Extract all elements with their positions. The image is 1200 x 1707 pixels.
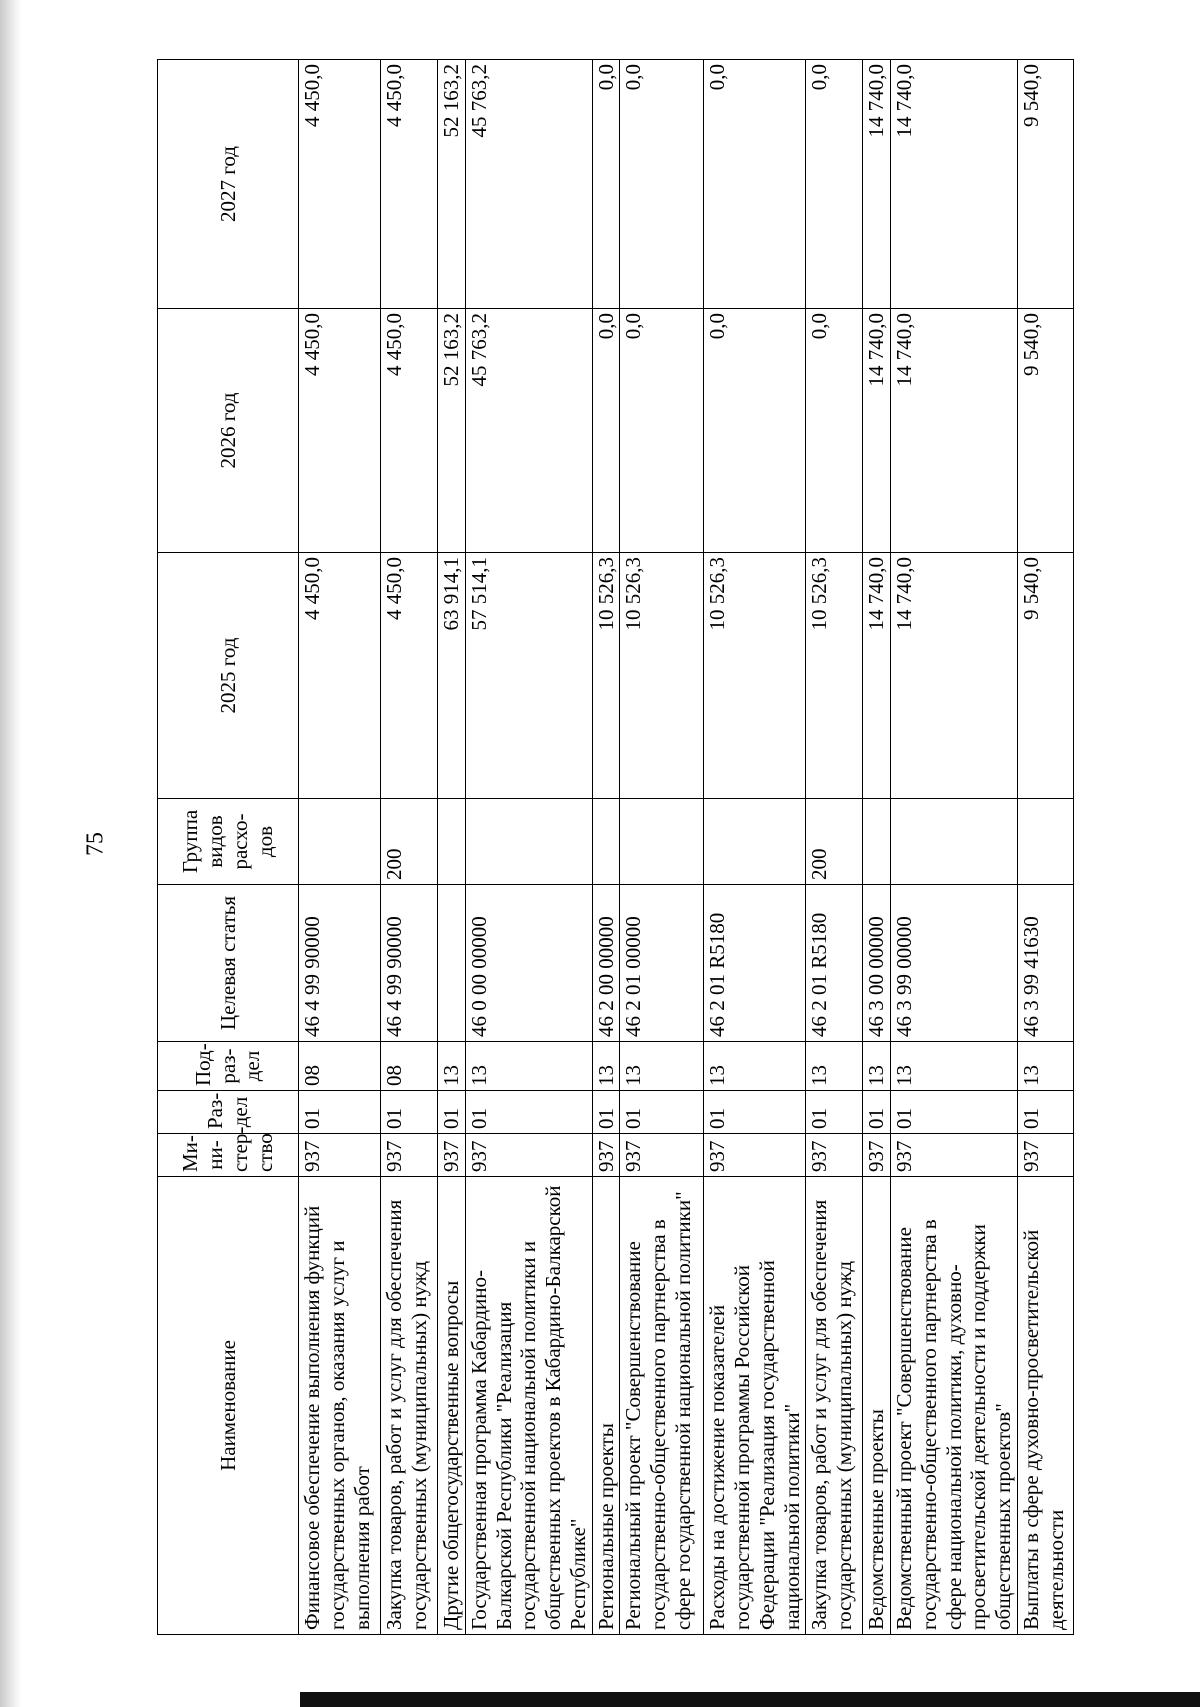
cell-expense-group: [465, 799, 592, 885]
cell-expense-group: [863, 799, 891, 885]
cell-2026: 52 163,2: [438, 309, 466, 553]
cell-2025: 4 450,0: [299, 553, 381, 799]
cell-subsection: 13: [438, 1042, 466, 1091]
cell-section: 01: [381, 1091, 438, 1134]
cell-subsection: 13: [592, 1042, 620, 1091]
cell-subsection: 13: [891, 1042, 1018, 1091]
cell-ministry: 937: [1018, 1134, 1074, 1177]
cell-2026: 14 740,0: [863, 309, 891, 553]
cell-expense-group: 200: [806, 799, 863, 885]
scan-edge-left: [0, 0, 22, 1707]
cell-ministry: 937: [465, 1134, 592, 1177]
cell-subsection: 13: [806, 1042, 863, 1091]
cell-2027: 14 740,0: [863, 60, 891, 309]
cell-name: Закупка товаров, работ и услуг для обеспечения государственных (муниципальных) нужд: [806, 1177, 863, 1635]
cell-2025: 10 526,3: [620, 553, 704, 799]
cell-expense-group: [438, 799, 466, 885]
cell-name: Закупка товаров, работ и услуг для обеспечения государственных (муниципальных) нужд: [381, 1177, 438, 1635]
cell-section: 01: [438, 1091, 466, 1134]
cell-section: 01: [592, 1091, 620, 1134]
cell-2025: 10 526,3: [704, 553, 806, 799]
cell-2027: 0,0: [806, 60, 863, 309]
cell-section: 01: [620, 1091, 704, 1134]
cell-2026: 0,0: [806, 309, 863, 553]
cell-name: Ведомственный проект "Совершенствование государственно-общественного партнерства в сфере национальной политики, духовно-просветительской деятельности и поддержки общественных проектов": [891, 1177, 1018, 1635]
cell-expense-group: [704, 799, 806, 885]
cell-2025: 9 540,0: [1018, 553, 1074, 799]
cell-expense-group: [299, 799, 381, 885]
cell-target: 46 2 01 R5180: [806, 885, 863, 1042]
cell-target: 46 2 00 00000: [592, 885, 620, 1042]
cell-2027: 45 763,2: [465, 60, 592, 309]
table-row: [863, 60, 891, 1635]
scan-edge-bottom: [300, 1692, 1200, 1707]
table-row: [299, 60, 381, 1635]
cell-name: Расходы на достижение показателей государственной программы Российской Федерации "Реализация государственной национальной политики": [704, 1177, 806, 1635]
cell-subsection: 08: [299, 1042, 381, 1091]
cell-subsection: 13: [1018, 1042, 1074, 1091]
cell-name: Ведомственные проекты: [863, 1177, 891, 1635]
cell-target: 46 2 01 R5180: [704, 885, 806, 1042]
cell-2026: 14 740,0: [891, 309, 1018, 553]
cell-subsection: 13: [620, 1042, 704, 1091]
cell-name: Государственная программа Кабардино-Балкарской Республики "Реализация государственной национальной политики и общественных проектов в Кабардино-Балкарской Республике": [465, 1177, 592, 1635]
cell-section: 01: [863, 1091, 891, 1134]
cell-target: 46 3 99 00000: [891, 885, 1018, 1042]
header-name: Наименование: [158, 1177, 299, 1635]
cell-subsection: 13: [704, 1042, 806, 1091]
table-row: [891, 60, 1018, 1635]
table-row: [1018, 60, 1074, 1635]
cell-2027: 4 450,0: [381, 60, 438, 309]
table-row: [806, 60, 863, 1635]
cell-2027: 52 163,2: [438, 60, 466, 309]
cell-2025: 14 740,0: [891, 553, 1018, 799]
cell-2027: 14 740,0: [891, 60, 1018, 309]
cell-target: 46 0 00 00000: [465, 885, 592, 1042]
cell-2026: 0,0: [704, 309, 806, 553]
cell-ministry: 937: [620, 1134, 704, 1177]
cell-name: Региональные проекты: [592, 1177, 620, 1635]
cell-2027: 0,0: [620, 60, 704, 309]
cell-section: 01: [704, 1091, 806, 1134]
budget-table: [157, 59, 1074, 1635]
cell-section: 01: [1018, 1091, 1074, 1134]
cell-2027: 0,0: [704, 60, 806, 309]
cell-expense-group: [1018, 799, 1074, 885]
cell-2026: 4 450,0: [299, 309, 381, 553]
cell-subsection: 13: [863, 1042, 891, 1091]
cell-2025: 4 450,0: [381, 553, 438, 799]
cell-ministry: 937: [299, 1134, 381, 1177]
cell-target: [438, 885, 466, 1042]
cell-target: 46 3 00 00000: [863, 885, 891, 1042]
cell-name: Финансовое обеспечение выполнения функций государственных органов, оказания услуг и выполнения работ: [299, 1177, 381, 1635]
cell-2025: 14 740,0: [863, 553, 891, 799]
cell-2026: 4 450,0: [381, 309, 438, 553]
cell-target: 46 2 01 00000: [620, 885, 704, 1042]
cell-ministry: 937: [592, 1134, 620, 1177]
cell-2027: 4 450,0: [299, 60, 381, 309]
cell-name: Региональный проект "Совершенствование государственно-общественного партнерства в сфере государственной национальной политики": [620, 1177, 704, 1635]
header-subsection: Под-раз-дел: [158, 1042, 299, 1091]
cell-target: 46 4 99 90000: [381, 885, 438, 1042]
cell-2025: 10 526,3: [806, 553, 863, 799]
cell-2026: 45 763,2: [465, 309, 592, 553]
table-header-row: [158, 60, 299, 1635]
cell-2026: 0,0: [592, 309, 620, 553]
header-expense-group: Группа видов расхо-дов: [158, 799, 299, 885]
header-2027: 2027 год: [158, 60, 299, 309]
cell-target: 46 3 99 41630: [1018, 885, 1074, 1042]
cell-expense-group: 200: [381, 799, 438, 885]
table-row: [592, 60, 620, 1635]
cell-expense-group: [620, 799, 704, 885]
header-ministry: Ми-ни-стер-ство: [158, 1134, 299, 1177]
cell-expense-group: [891, 799, 1018, 885]
page-number-text: 75: [82, 832, 109, 856]
cell-ministry: 937: [381, 1134, 438, 1177]
cell-2027: 9 540,0: [1018, 60, 1074, 309]
cell-expense-group: [592, 799, 620, 885]
cell-2027: 0,0: [592, 60, 620, 309]
cell-ministry: 937: [806, 1134, 863, 1177]
cell-section: 01: [806, 1091, 863, 1134]
cell-subsection: 13: [465, 1042, 592, 1091]
header-2026: 2026 год: [158, 309, 299, 553]
cell-2025: 10 526,3: [592, 553, 620, 799]
header-target: Целевая статья: [158, 885, 299, 1042]
cell-2025: 57 514,1: [465, 553, 592, 799]
cell-name: Выплаты в сфере духовно-просветительской деятельности: [1018, 1177, 1074, 1635]
table-row: [438, 60, 466, 1635]
header-2025: 2025 год: [158, 553, 299, 799]
cell-2026: 9 540,0: [1018, 309, 1074, 553]
table-row: [704, 60, 806, 1635]
cell-section: 01: [465, 1091, 592, 1134]
cell-subsection: 08: [381, 1042, 438, 1091]
cell-2025: 63 914,1: [438, 553, 466, 799]
table-row: [381, 60, 438, 1635]
cell-ministry: 937: [863, 1134, 891, 1177]
rotated-table-container: [157, 60, 1068, 1635]
table-row: [465, 60, 592, 1635]
cell-target: 46 4 99 90000: [299, 885, 381, 1042]
table-row: [620, 60, 704, 1635]
cell-section: 01: [299, 1091, 381, 1134]
cell-ministry: 937: [704, 1134, 806, 1177]
cell-ministry: 937: [891, 1134, 1018, 1177]
cell-section: 01: [891, 1091, 1018, 1134]
cell-name: Другие общегосударственные вопросы: [438, 1177, 466, 1635]
table-body: [299, 60, 1074, 1635]
cell-ministry: 937: [438, 1134, 466, 1177]
header-section: Раз-дел: [158, 1091, 299, 1134]
cell-2026: 0,0: [620, 309, 704, 553]
